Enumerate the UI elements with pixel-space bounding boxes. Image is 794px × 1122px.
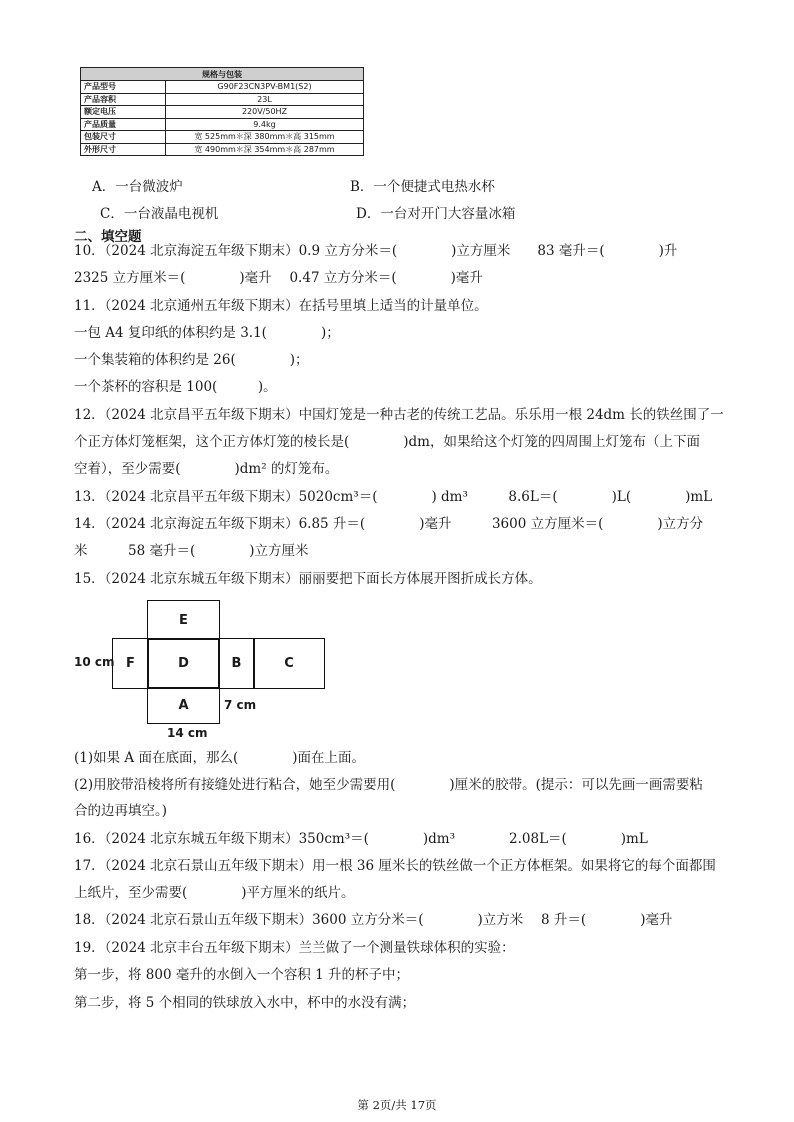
face-a: A [147,687,220,724]
q15-part-2-line-2: 合的边再填空。) [74,803,168,819]
q13-line-1: 13．（2024 北京昌平五年级下期末）5020cm³＝( ) dm³ 8.6L＝( )L( )mL [74,489,713,505]
face-b: B [218,638,255,689]
q10-line-2: 2325 立方厘米＝( )毫升 0.47 立方分米＝( )毫升 [74,270,483,286]
option-c: C．一台液晶电视机 [100,206,219,222]
spec-table [80,67,364,156]
q10-line-1: 10．（2024 北京海淀五年级下期末）0.9 立方分米＝( )立方厘米 83 毫升＝( )升 [74,243,678,259]
spec-row [81,106,364,119]
dim-label-width: 7 cm [224,698,257,712]
section-title: 二、填空题 [74,229,142,245]
spec-label: 产品质量 [81,118,166,131]
spec-value: 宽 490mm＊深 354mm＊高 287mm [166,143,364,156]
spec-label: 外形尺寸 [81,143,166,156]
spec-label: 包装尺寸 [81,131,166,144]
face-e: E [147,600,220,640]
q11-line-1: 11．（2024 北京通州五年级下期末）在括号里填上适当的计量单位。 [74,298,488,314]
option-a: A．一台微波炉 [92,179,183,195]
q15-part-2-line-1: (2)用胶带沿棱将所有接缝处进行粘合，她至少需要用( )厘米的胶带。(提示：可以先画一画需要粘 [74,777,703,793]
dim-label-length: 14 cm [167,726,208,740]
q15-line-1: 15．（2024 北京东城五年级下期末）丽丽要把下面长方体展开图折成长方体。 [74,571,542,587]
spec-table-header: 规格与包装 [81,68,364,81]
option-b: B．一个便捷式电热水杯 [350,179,495,195]
spec-label: 产品型号 [81,81,166,94]
spec-value: 9.4kg [166,118,364,131]
spec-value: G90F23CN3PV-BM1(S2) [166,81,364,94]
face-d: D [147,638,220,689]
q12-line-2: 个正方体灯笼框架，这个正方体灯笼的棱长是( )dm，如果给这个灯笼的四周围上灯笼布（上下面 [74,434,700,450]
spec-row [81,143,364,156]
spec-row [81,131,364,144]
spec-row [81,81,364,94]
face-f: F [112,638,149,689]
q17-line-1: 17．（2024 北京石景山五年级下期末）用一根 36 厘米长的铁丝做一个正方体框架。如果将它的每个面都围 [74,858,716,874]
spec-table-header-row [81,68,364,81]
q14-line-1: 14．（2024 北京海淀五年级下期末）6.85 升＝( )毫升 3600 立方厘米＝( )立方分 [74,516,704,532]
q11-line-3: 一个集装箱的体积约是 26( )； [74,352,309,368]
q19-line-3: 第二步，将 5 个相同的铁球放入水中，杯中的水没有满； [74,995,416,1011]
q12-line-3: 空着），至少需要( )dm² 的灯笼布。 [74,461,339,477]
q15-part-1: (1)如果 A 面在底面，那么( )面在上面。 [74,750,365,766]
spec-row [81,118,364,131]
spec-value: 220V/50HZ [166,106,364,119]
q11-line-2: 一包 A4 复印纸的体积约是 3.1( )； [74,325,340,341]
spec-label: 额定电压 [81,106,166,119]
q11-line-4: 一个茶杯的容积是 100( )。 [74,379,277,395]
q16-line-1: 16．（2024 北京东城五年级下期末）350cm³＝( )dm³ 2.08L＝( )mL [74,831,648,847]
q14-line-2: 米 58 毫升＝( )立方厘米 [74,543,309,559]
option-d: D．一台对开门大容量冰箱 [356,206,516,222]
face-c: C [253,638,325,689]
q17-line-2: 上纸片，至少需要( )平方厘米的纸片。 [74,885,355,901]
page-footer: 第 2页/共 17页 [357,1098,437,1112]
spec-value: 宽 525mm＊深 380mm＊高 315mm [166,131,364,144]
q19-line-2: 第一步，将 800 毫升的水倒入一个容积 1 升的杯子中； [74,967,410,983]
dim-label-height: 10 cm [74,655,115,669]
q12-line-1: 12．（2024 北京昌平五年级下期末）中国灯笼是一种古老的传统工艺品。乐乐用一根 24dm 长的铁丝围了一 [74,407,724,423]
spec-row [81,93,364,106]
spec-value: 23L [166,93,364,106]
spec-label: 产品容积 [81,93,166,106]
q19-line-1: 19．（2024 北京丰台五年级下期末）兰兰做了一个测量铁球体积的实验： [74,940,515,956]
q18-line-1: 18．（2024 北京石景山五年级下期末）3600 立方分米＝( )立方米 8 升＝( )毫升 [74,912,673,928]
